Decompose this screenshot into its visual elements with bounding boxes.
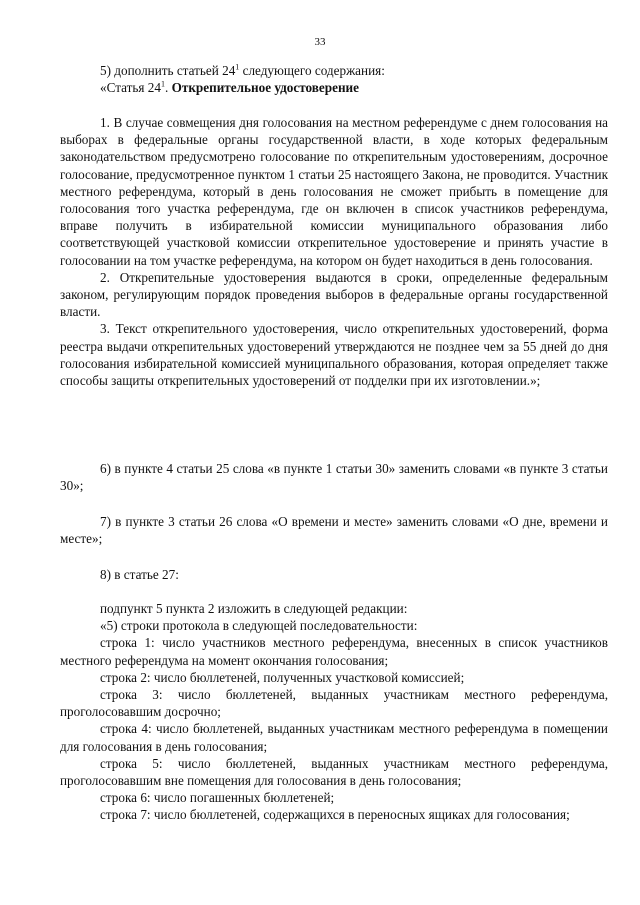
article-body	[60, 114, 608, 389]
item6-block	[60, 460, 608, 494]
article-paragraph-3: 3. Текст открепительного удостоверения, число открепительных удостоверений, форма реестра выдачи открепительных удостоверений утверждаются не позднее чем за 55 дней до дня голосования избирательной комиссией муниципального образования, которая определяет также способы защиты открепительных удостоверений от подделки при их изготовлении.»;	[60, 321, 608, 389]
item5-line1	[60, 62, 608, 79]
item5-line1-text: 5) дополнить статьей 24	[100, 63, 236, 78]
subitem-intro: подпункт 5 пункта 2 изложить в следующей редакции:	[100, 601, 408, 616]
item7-text: 7) в пункте 3 статьи 26 слова «О времени и месте» заменить словами «О дне, времени и месте»;	[60, 514, 608, 547]
article-label-sup: 1	[160, 79, 165, 89]
article-title-line	[60, 79, 608, 96]
article-label-dot: .	[164, 80, 172, 96]
protocol-row-2: строка 2: число бюллетеней, полученных участковой комиссией;	[100, 669, 465, 685]
protocol-row-5: строка 5: число бюллетеней, выданных участникам местного референдума, проголосовавшим вне помещения для голосования в день голосования;	[60, 755, 608, 789]
protocol-row-4: строка 4: число бюллетеней, выданных участникам местного референдума в помещении для голосования в день голосования;	[60, 721, 608, 754]
item5-line1-tail: следующего содержания:	[239, 63, 385, 78]
protocol-row-6: строка 6: число погашенных бюллетеней;	[100, 790, 335, 806]
item8-text: 8) в статье 27:	[100, 567, 179, 582]
item5-heading	[60, 62, 608, 96]
item6-text: 6) в пункте 4 статьи 25 слова «в пункте 1 статьи 30» заменить словами «в пункте 3 статьи 30»;	[60, 461, 608, 494]
item5-line1-sup: 1	[235, 62, 240, 72]
protocol-quote: «5) строки протокола в следующей последовательности:	[100, 618, 418, 634]
subitem-block	[60, 600, 608, 824]
item8-block	[60, 566, 608, 583]
protocol-row-1: строка 1: число участников местного референдума, внесенных в список участников местного референдума на момент окончания голосования;	[60, 635, 608, 668]
article-label: «Статья 24	[100, 80, 161, 96]
page-number: 33	[314, 36, 326, 48]
article-paragraph-2: 2. Открепительные удостоверения выдаются в сроки, определенные федеральным законом, регулирующим порядок проведения выборов в федеральные органы государственной власти.	[60, 269, 608, 320]
protocol-row-7: строка 7: число бюллетеней, содержащихся в переносных ящиках для голосования;	[100, 807, 570, 823]
article-paragraph-1: 1. В случае совмещения дня голосования на местном референдуме с днем голосования на выборах в федеральные органы государственной власти, в ходе которых федеральным законодательством предусмотрено голосование по открепительным удостоверениям, досрочное голосование, предусмотренное пунктом 1 статьи 25 настоящего Закона, не проводится. Участник местного референдума, который в день голосования не сможет прибыть в помещение для голосования того участка референдума, где он включен в список участников референдума, вправе получить в избирательной комиссии муниципального образования либо соответствующей участковой комиссии открепительное удостоверение и принять участие в голосовании на том участке референдума, на котором он будет находиться в день голосования.	[60, 115, 608, 268]
protocol-row-3: строка 3: число бюллетеней, выданных участникам местного референдума, проголосовавшим досрочно;	[60, 687, 608, 720]
article-title: Открепительное удостоверение	[171, 80, 360, 96]
item7-block	[60, 513, 608, 547]
